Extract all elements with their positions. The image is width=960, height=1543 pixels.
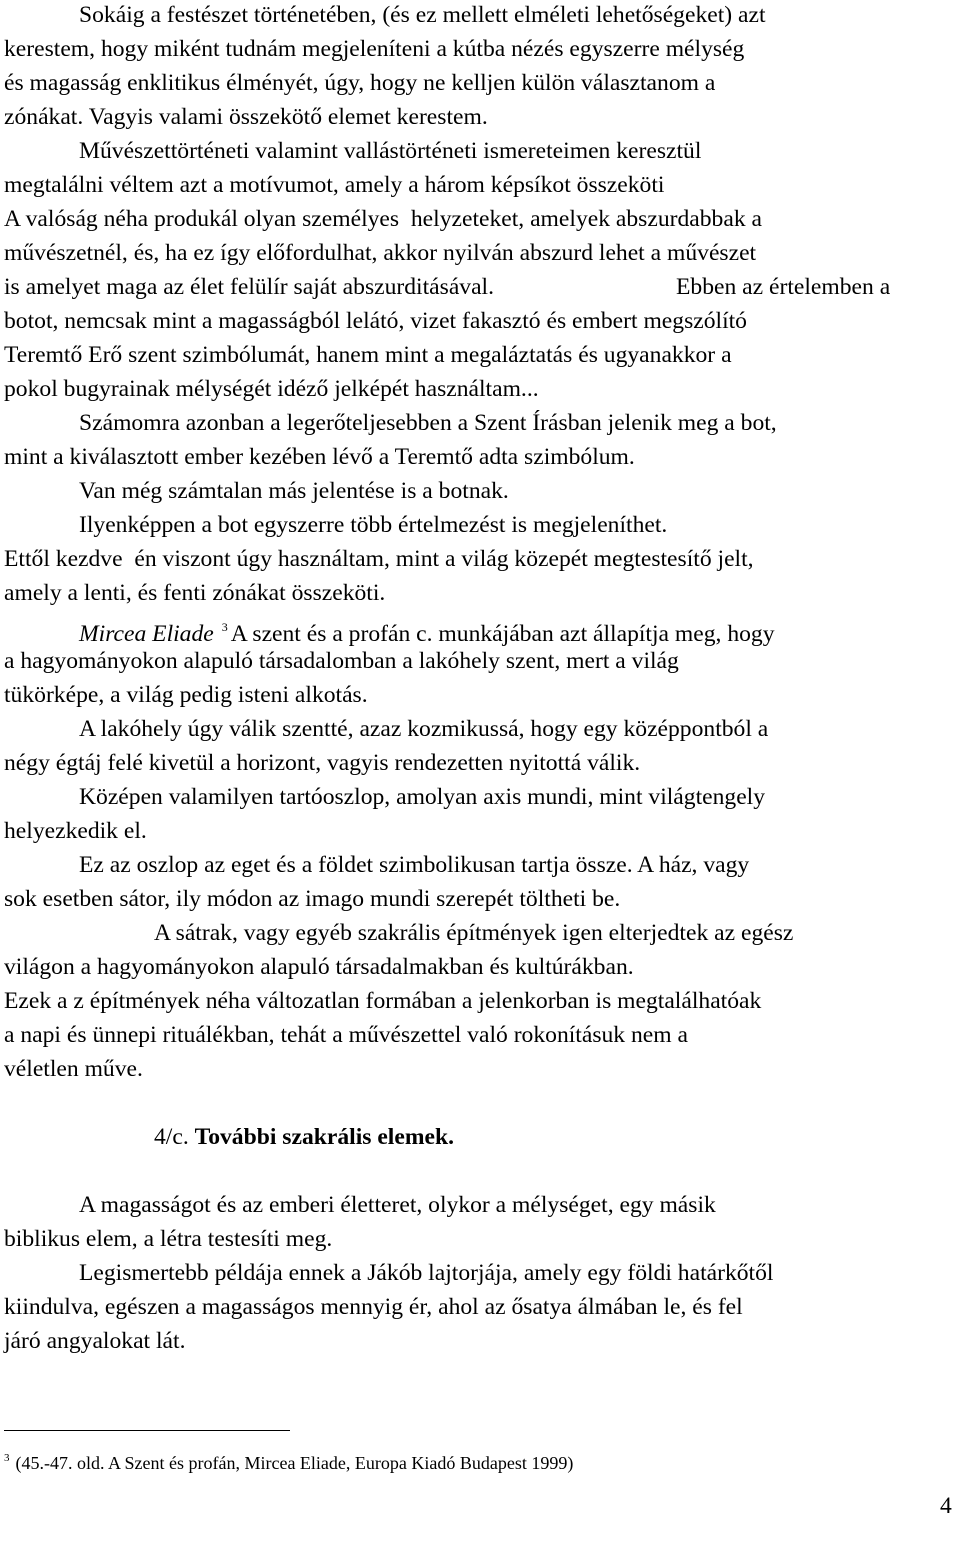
section-heading <box>154 1122 454 1152</box>
text-line: Legismertebb példája ennek a Jákób lajtorjája, amely egy földi határkőtől <box>79 1260 774 1286</box>
text-line-rest: A szent és a profán c. munkájában azt állapítja meg, hogy <box>230 621 775 647</box>
text-line: világon a hagyományokon alapuló társadalmakban és kultúrákban. <box>4 954 634 980</box>
text-line: Középen valamilyen tartóoszlop, amolyan axis mundi, mint világtengely <box>79 784 766 810</box>
footnote <box>4 1446 573 1475</box>
text-line: tükörképe, a világ pedig isteni alkotás. <box>4 682 368 708</box>
text-line: kerestem, hogy miként tudnám megjeleníteni a kútba nézés egyszerre mélység <box>4 36 745 62</box>
text-line: kiindulva, egészen a magasságos mennyig ér, ahol az ősatya álmában le, és fel <box>4 1294 743 1320</box>
section-number: 4/c. <box>154 1124 189 1150</box>
text-line: is amelyet maga az élet felülír saját abszurditásával. <box>4 274 495 300</box>
text-line: Ezek a z építmények néha változatlan formában a jelenkorban is megtalálhatóak <box>4 988 762 1014</box>
text-line: Művészettörténeti valamint vallástörténeti ismereteimen keresztül <box>79 138 702 164</box>
text-line: négy égtáj felé kivetül a horizont, vagyis rendezetten nyitottá válik. <box>4 750 641 776</box>
text-line: Sokáig a festészet történetében, (és ez mellett elméleti lehetőségeket) azt <box>79 2 766 28</box>
text-line: zónákat. Vagyis valami összekötő elemet kerestem. <box>4 104 488 130</box>
text-line: botot, nemcsak mint a magasságból lelátó, vizet fakasztó és embert megszólító <box>4 308 747 334</box>
text-line: Ettől kezdve én viszont úgy használtam, mint a világ közepét megtestesítő jelt, <box>4 546 754 572</box>
text-line: véletlen műve. <box>4 1056 143 1082</box>
text-line: Van még számtalan más jelentése is a botnak. <box>79 478 509 504</box>
text-line: A valóság néha produkál olyan személyes helyzeteket, amelyek abszurdabbak a <box>4 206 762 232</box>
text-line: sok esetben sátor, ily módon az imago mundi szerepét töltheti be. <box>4 886 621 912</box>
text-line: biblikus elem, a létra testesíti meg. <box>4 1226 333 1252</box>
page-number: 4 <box>940 1493 952 1519</box>
text-line: A lakóhely úgy válik szentté, azaz kozmikussá, hogy egy középpontból a <box>79 716 769 742</box>
author-name: Mircea Eliade <box>79 621 214 647</box>
text-line: a napi és ünnepi rituálékban, tehát a művészettel való rokonításuk nem a <box>4 1022 688 1048</box>
section-title: További szakrális elemek. <box>194 1124 454 1150</box>
text-line: Számomra azonban a legerőteljesebben a Szent Írásban jelenik meg a bot, <box>79 410 777 436</box>
footnote-ref: 3 <box>221 620 228 634</box>
footnote-marker: 3 <box>4 1452 10 1464</box>
text-line: és magasság enklitikus élményét, úgy, hogy ne kelljen külön választanom a <box>4 70 716 96</box>
text-line: pokol bugyrainak mélységét idéző jelképét használtam... <box>4 376 539 402</box>
footnote-divider <box>4 1430 290 1431</box>
text-line: Ez az oszlop az eget és a földet szimbolikusan tartja össze. A ház, vagy <box>79 852 750 878</box>
text-line: a hagyományokon alapuló társadalomban a lakóhely szent, mert a világ <box>4 648 679 674</box>
text-line <box>79 612 775 649</box>
text-line: Ilyenképpen a bot egyszerre több értelmezést is megjeleníthet. <box>79 512 668 538</box>
text-line: A sátrak, vagy egyéb szakrális építmények igen elterjedtek az egész <box>154 920 794 946</box>
text-line: helyezkedik el. <box>4 818 147 844</box>
text-line: Ebben az értelemben a <box>676 274 891 300</box>
text-line: művészetnél, és, ha ez így előfordulhat, akkor nyilván abszurd lehet a művészet <box>4 240 757 266</box>
text-line: Teremtő Erő szent szimbólumát, hanem mint a megaláztatás és ugyanakkor a <box>4 342 732 368</box>
text-line: járó angyalokat lát. <box>4 1328 186 1354</box>
footnote-text: (45.-47. old. A Szent és profán, Mircea Eliade, Europa Kiadó Budapest 1999) <box>15 1453 574 1473</box>
text-line: mint a kiválasztott ember kezében lévő a Teremtő adta szimbólum. <box>4 444 635 470</box>
text-line: A magasságot és az emberi életteret, olykor a mélységet, egy másik <box>79 1192 716 1218</box>
text-line: amely a lenti, és fenti zónákat összeköti. <box>4 580 386 606</box>
text-line: megtalálni véltem azt a motívumot, amely a három képsíkot összeköti <box>4 172 665 198</box>
